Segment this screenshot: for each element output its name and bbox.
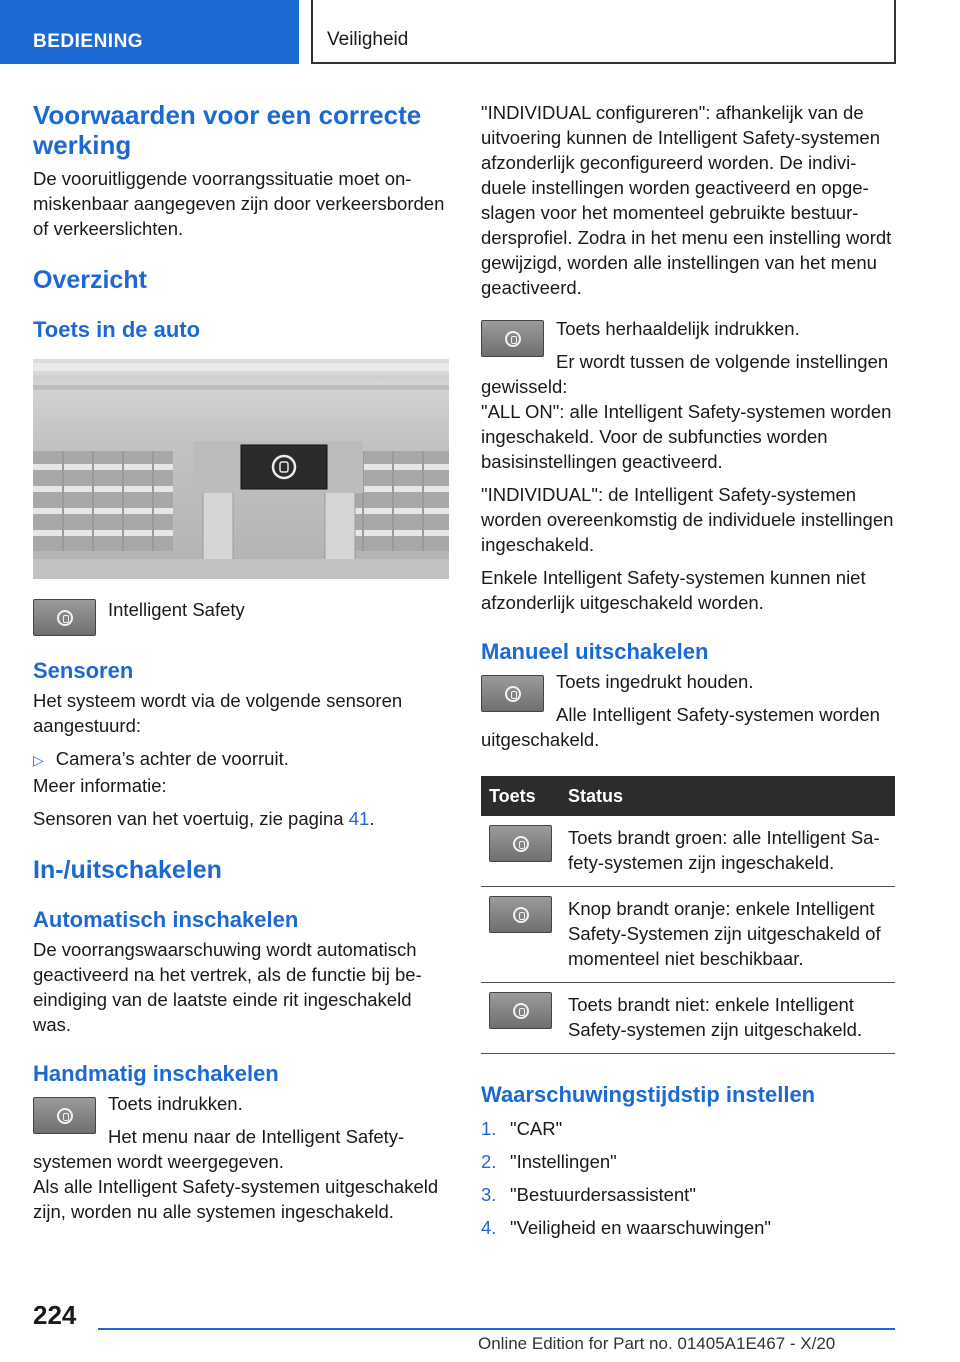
step-text: "CAR" xyxy=(510,1118,563,1139)
paragraph-herhaaldelijk: Toets herhaaldelijk indrukken. xyxy=(556,318,800,339)
button-legend-label: Intelligent Safety xyxy=(108,599,245,620)
intelligent-safety-icon xyxy=(33,599,96,636)
table-cell-status: Toets brandt niet: enkele Intelligent Safety-systemen zijn uitgeschakeld. xyxy=(560,983,895,1054)
heading-toets-in-de-auto: Toets in de auto xyxy=(33,317,201,342)
paragraph-individual: "INDIVIDUAL": de Intelligent Safety-systemen worden overeenkomstig de individuele instellingen ingeschakeld. xyxy=(481,484,894,555)
paragraph-meer-informatie: Meer informatie: xyxy=(33,775,167,796)
intelligent-safety-icon xyxy=(33,1097,96,1134)
sensoren-ref-end: . xyxy=(369,808,375,829)
table-header-row xyxy=(481,776,895,816)
dashboard-button-illustration xyxy=(33,359,449,579)
dashboard-photo xyxy=(33,359,449,579)
topic-tab xyxy=(311,0,896,64)
intelligent-safety-orange-icon xyxy=(489,896,552,933)
step-number: 3. xyxy=(481,1184,497,1205)
step-text: "Bestuurdersassistent" xyxy=(510,1184,696,1205)
section-tab xyxy=(0,0,299,64)
list-item xyxy=(481,1149,895,1174)
section-title: BEDIENING xyxy=(33,31,144,52)
paragraph-all-on: "ALL ON": alle Intelligent Safety-systemen worden ingeschakeld. Voor de subfuncties worden basisinstellingen geactiveerd. xyxy=(481,401,892,472)
heading-waarschuwingstijdstip: Waarschuwingstijdstip instellen xyxy=(481,1082,816,1107)
paragraph-gewisseld: Er wordt tussen de volgende instellingen gewisseld: xyxy=(481,351,889,397)
paragraph-menu-weergegeven: Het menu naar de Intelligent Safety-systemen wordt weergegeven. xyxy=(33,1126,405,1172)
step-text: "Instellingen" xyxy=(510,1151,617,1172)
page-number: 224 xyxy=(33,1300,77,1330)
table-row xyxy=(481,887,895,983)
heading-overzicht: Overzicht xyxy=(33,266,147,294)
herhaal-row xyxy=(481,314,895,399)
table-row xyxy=(481,983,895,1054)
status-table xyxy=(481,776,895,1054)
step-number: 1. xyxy=(481,1118,497,1139)
heading-sensoren: Sensoren xyxy=(33,658,134,683)
column-header-status: Status xyxy=(560,776,895,816)
footer-edition: Online Edition for Part no. 01405A1E467 - X/20 xyxy=(478,1334,836,1353)
step-text: "Veiligheid en waarschuwingen" xyxy=(510,1217,771,1238)
intelligent-safety-icon xyxy=(481,675,544,712)
list-item xyxy=(33,746,449,773)
list-item xyxy=(481,1215,895,1240)
triangle-bullet-icon: ▷ xyxy=(33,752,44,768)
paragraph-automatisch: De voorrangswaarschuwing wordt automatisch geactiveerd na het vertrek, als de functie bij beeindiging van de laatste einde rit ingeschakeld was. xyxy=(33,939,422,1035)
table-row xyxy=(481,816,895,887)
list-item xyxy=(481,1182,895,1207)
heading-automatisch-inschakelen: Automatisch inschakelen xyxy=(33,907,299,932)
sensoren-ref-text: Sensoren van het voertuig, zie pagina xyxy=(33,808,349,829)
paragraph-alle-uitgeschakeld-manueel: Alle Intelligent Safety-systemen worden uitgeschakeld. xyxy=(481,704,880,750)
intelligent-safety-icon xyxy=(481,320,544,357)
steps-list xyxy=(481,1116,895,1240)
left-column xyxy=(33,100,449,1224)
paragraph-voorwaarden: De vooruitliggende voorrangssituatie moet onmiskenbaar aangegeven zijn door verkeersborden of verkeerslichten. xyxy=(33,168,445,239)
list-item xyxy=(481,1116,895,1141)
handmatig-row xyxy=(33,1091,449,1174)
footer-divider xyxy=(98,1328,895,1330)
heading-handmatig-inschakelen: Handmatig inschakelen xyxy=(33,1061,279,1086)
page-link-41[interactable]: 41 xyxy=(348,808,370,829)
manueel-row xyxy=(481,669,895,752)
table-cell-status: Knop brandt oranje: enkele Intelligent Safety-Systemen zijn uitgeschakeld of momenteel niet beschikbaar. xyxy=(560,887,895,983)
paragraph-individual-configureren: "INDIVIDUAL configureren": afhankelijk van de uitvoering kunnen de Intelligent Safety-systemen afzonderlijk geconfigureerd worden. De individuele instellingen worden geactiveerd en opgeslagen voor het momenteel gebruikte bestuurdersprofiel. Zodra in het menu een instelling wordt gewijzigd, worden alle instellingen van het menu geactiveerd. xyxy=(481,102,892,298)
topic-title: Veiligheid xyxy=(327,29,409,50)
paragraph-enkele: Enkele Intelligent Safety-systemen kunnen niet afzonderlijk uitgeschakeld worden. xyxy=(481,567,866,613)
table-cell-status: Toets brandt groen: alle Intelligent Safety-systemen zijn ingeschakeld. xyxy=(560,816,895,887)
paragraph-toets-indrukken: Toets indrukken. xyxy=(108,1093,243,1114)
heading-in-uitschakelen: In-/uitschakelen xyxy=(33,856,222,884)
intelligent-safety-off-icon xyxy=(489,992,552,1029)
button-legend-row xyxy=(33,593,449,640)
column-header-toets: Toets xyxy=(481,776,560,816)
list-item-text: Camera’s achter de voorruit. xyxy=(55,748,289,769)
step-number: 4. xyxy=(481,1217,497,1238)
intelligent-safety-green-icon xyxy=(489,825,552,862)
paragraph-alle-uitgeschakeld: Als alle Intelligent Safety-systemen uitgeschakeld zijn, worden nu alle systemen ingeschakeld. xyxy=(33,1176,439,1222)
paragraph-sensoren: Het systeem wordt via de volgende sensoren aangestuurd: xyxy=(33,690,403,736)
paragraph-ingedrukt-houden: Toets ingedrukt houden. xyxy=(556,671,754,692)
paragraph-sensoren-ref xyxy=(33,806,449,831)
right-column xyxy=(481,100,895,1240)
heading-manueel-uitschakelen: Manueel uitschakelen xyxy=(481,639,709,664)
step-number: 2. xyxy=(481,1151,497,1172)
heading-voorwaarden: Voorwaarden voor een correcte werking xyxy=(33,100,422,160)
